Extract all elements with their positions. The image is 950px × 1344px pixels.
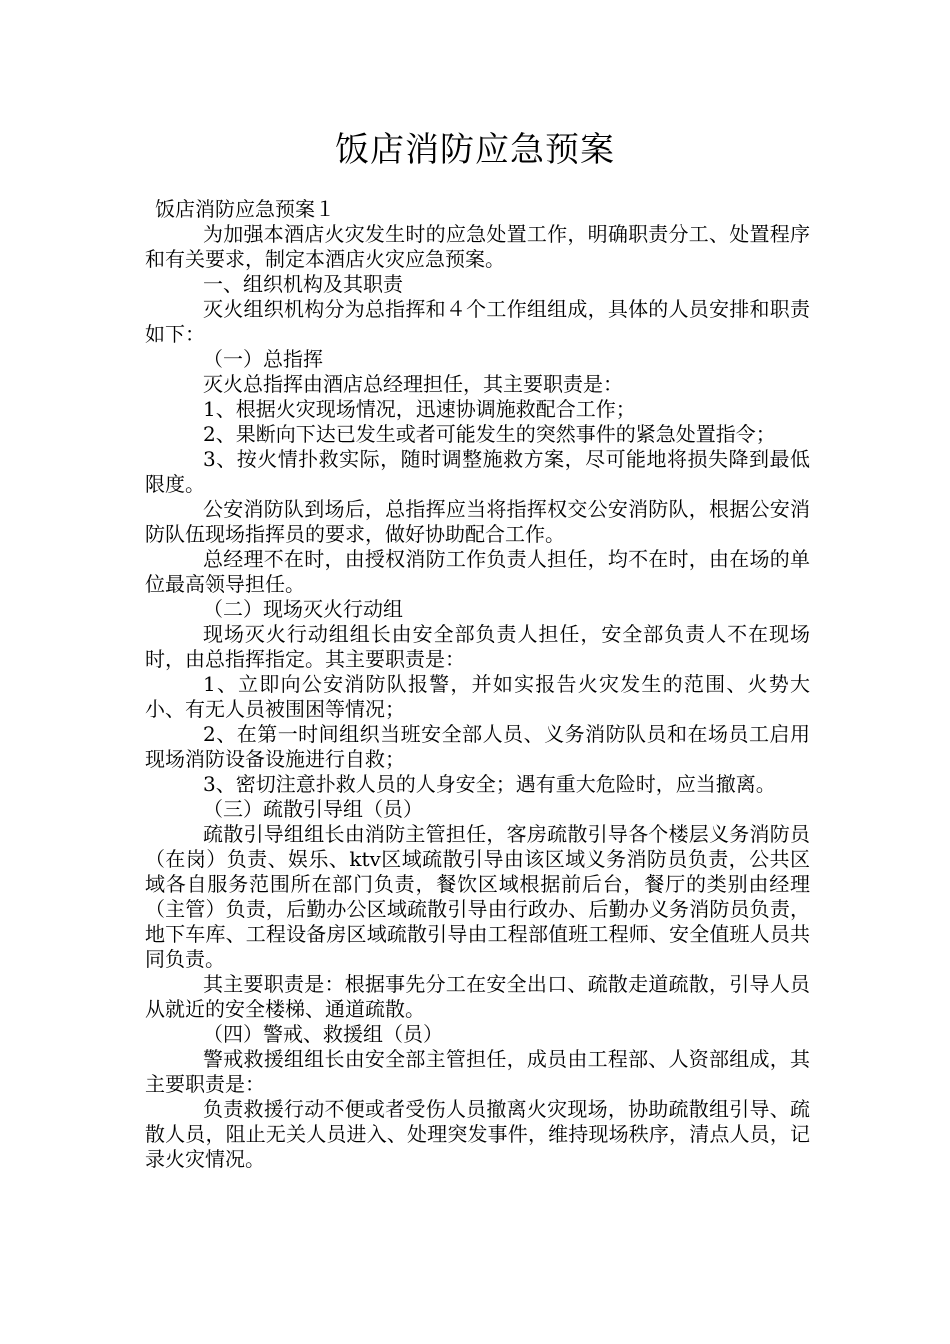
paragraph: 警戒救援组组长由安全部主管担任，成员由工程部、人资部组成，其主要职责是： bbox=[145, 1047, 810, 1096]
paragraph: 公安消防队到场后，总指挥应当将指挥权交公安消防队，根据公安消防队伍现场指挥员的要求，做好协助配合工作。 bbox=[145, 497, 810, 546]
paragraph: 负责救援行动不便或者受伤人员撤离火灾现场，协助疏散组引导、疏散人员，阻止无关人员进入、处理突发事件，维持现场秩序，清点人员，记录火灾情况。 bbox=[145, 1097, 810, 1171]
paragraph: 2、果断向下达已发生或者可能发生的突然事件的紧急处置指令； bbox=[203, 422, 776, 446]
paragraph: 1、立即向公安消防队报警，并如实报告火灾发生的范围、火势大小、有无人员被围困等情况； bbox=[145, 672, 810, 721]
document-title: 饭店消防应急预案 bbox=[335, 130, 615, 170]
section-heading: （三）疏散引导组（员） bbox=[203, 797, 423, 821]
section-heading: 一、组织机构及其职责 bbox=[203, 272, 403, 296]
paragraph-list bbox=[145, 222, 810, 1172]
paragraph: 为加强本酒店火灾发生时的应急处置工作，明确职责分工、处置程序和有关要求，制定本酒店火灾应急预案。 bbox=[145, 222, 810, 271]
paragraph: 现场灭火行动组组长由安全部负责人担任，安全部负责人不在现场时，由总指挥指定。其主要职责是： bbox=[145, 622, 810, 671]
paragraph: 2、在第一时间组织当班安全部人员、义务消防队员和在场员工启用现场消防设备设施进行自救； bbox=[145, 722, 810, 771]
document-subtitle: 饭店消防应急预案１ bbox=[155, 197, 335, 221]
paragraph: 3、按火情扑救实际，随时调整施救方案，尽可能地将损失降到最低限度。 bbox=[145, 447, 810, 496]
paragraph: 灭火组织机构分为总指挥和４个工作组组成，具体的人员安排和职责如下： bbox=[145, 297, 810, 346]
paragraph: 灭火总指挥由酒店总经理担任，其主要职责是： bbox=[203, 372, 623, 396]
paragraph: 总经理不在时，由授权消防工作负责人担任，均不在时，由在场的单位最高领导担任。 bbox=[145, 547, 810, 596]
paragraph: 疏散引导组组长由消防主管担任，客房疏散引导各个楼层义务消防员（在岗）负责、娱乐、ktv区域疏散引导由该区域义务消防员负责，公共区域各自服务范围所在部门负责，餐饮区域根据前后台，餐厅的类别由经理（主管）负责，后勤办公区域疏散引导由行政办、后勤办义务消防员负责，地下车库、工程设备房区域疏散引导由工程部值班工程师、安全值班人员共同负责。 bbox=[145, 822, 810, 971]
section-heading: （四）警戒、救援组（员） bbox=[203, 1022, 443, 1046]
section-heading: （二）现场灭火行动组 bbox=[203, 597, 403, 621]
document-body bbox=[145, 197, 810, 1172]
paragraph: 3、密切注意扑救人员的人身安全；遇有重大危险时，应当撤离。 bbox=[203, 772, 776, 796]
paragraph: 1、根据火灾现场情况，迅速协调施救配合工作； bbox=[203, 397, 636, 421]
section-heading: （一）总指挥 bbox=[203, 347, 323, 371]
paragraph: 其主要职责是：根据事先分工在安全出口、疏散走道疏散，引导人员从就近的安全楼梯、通道疏散。 bbox=[145, 972, 810, 1021]
